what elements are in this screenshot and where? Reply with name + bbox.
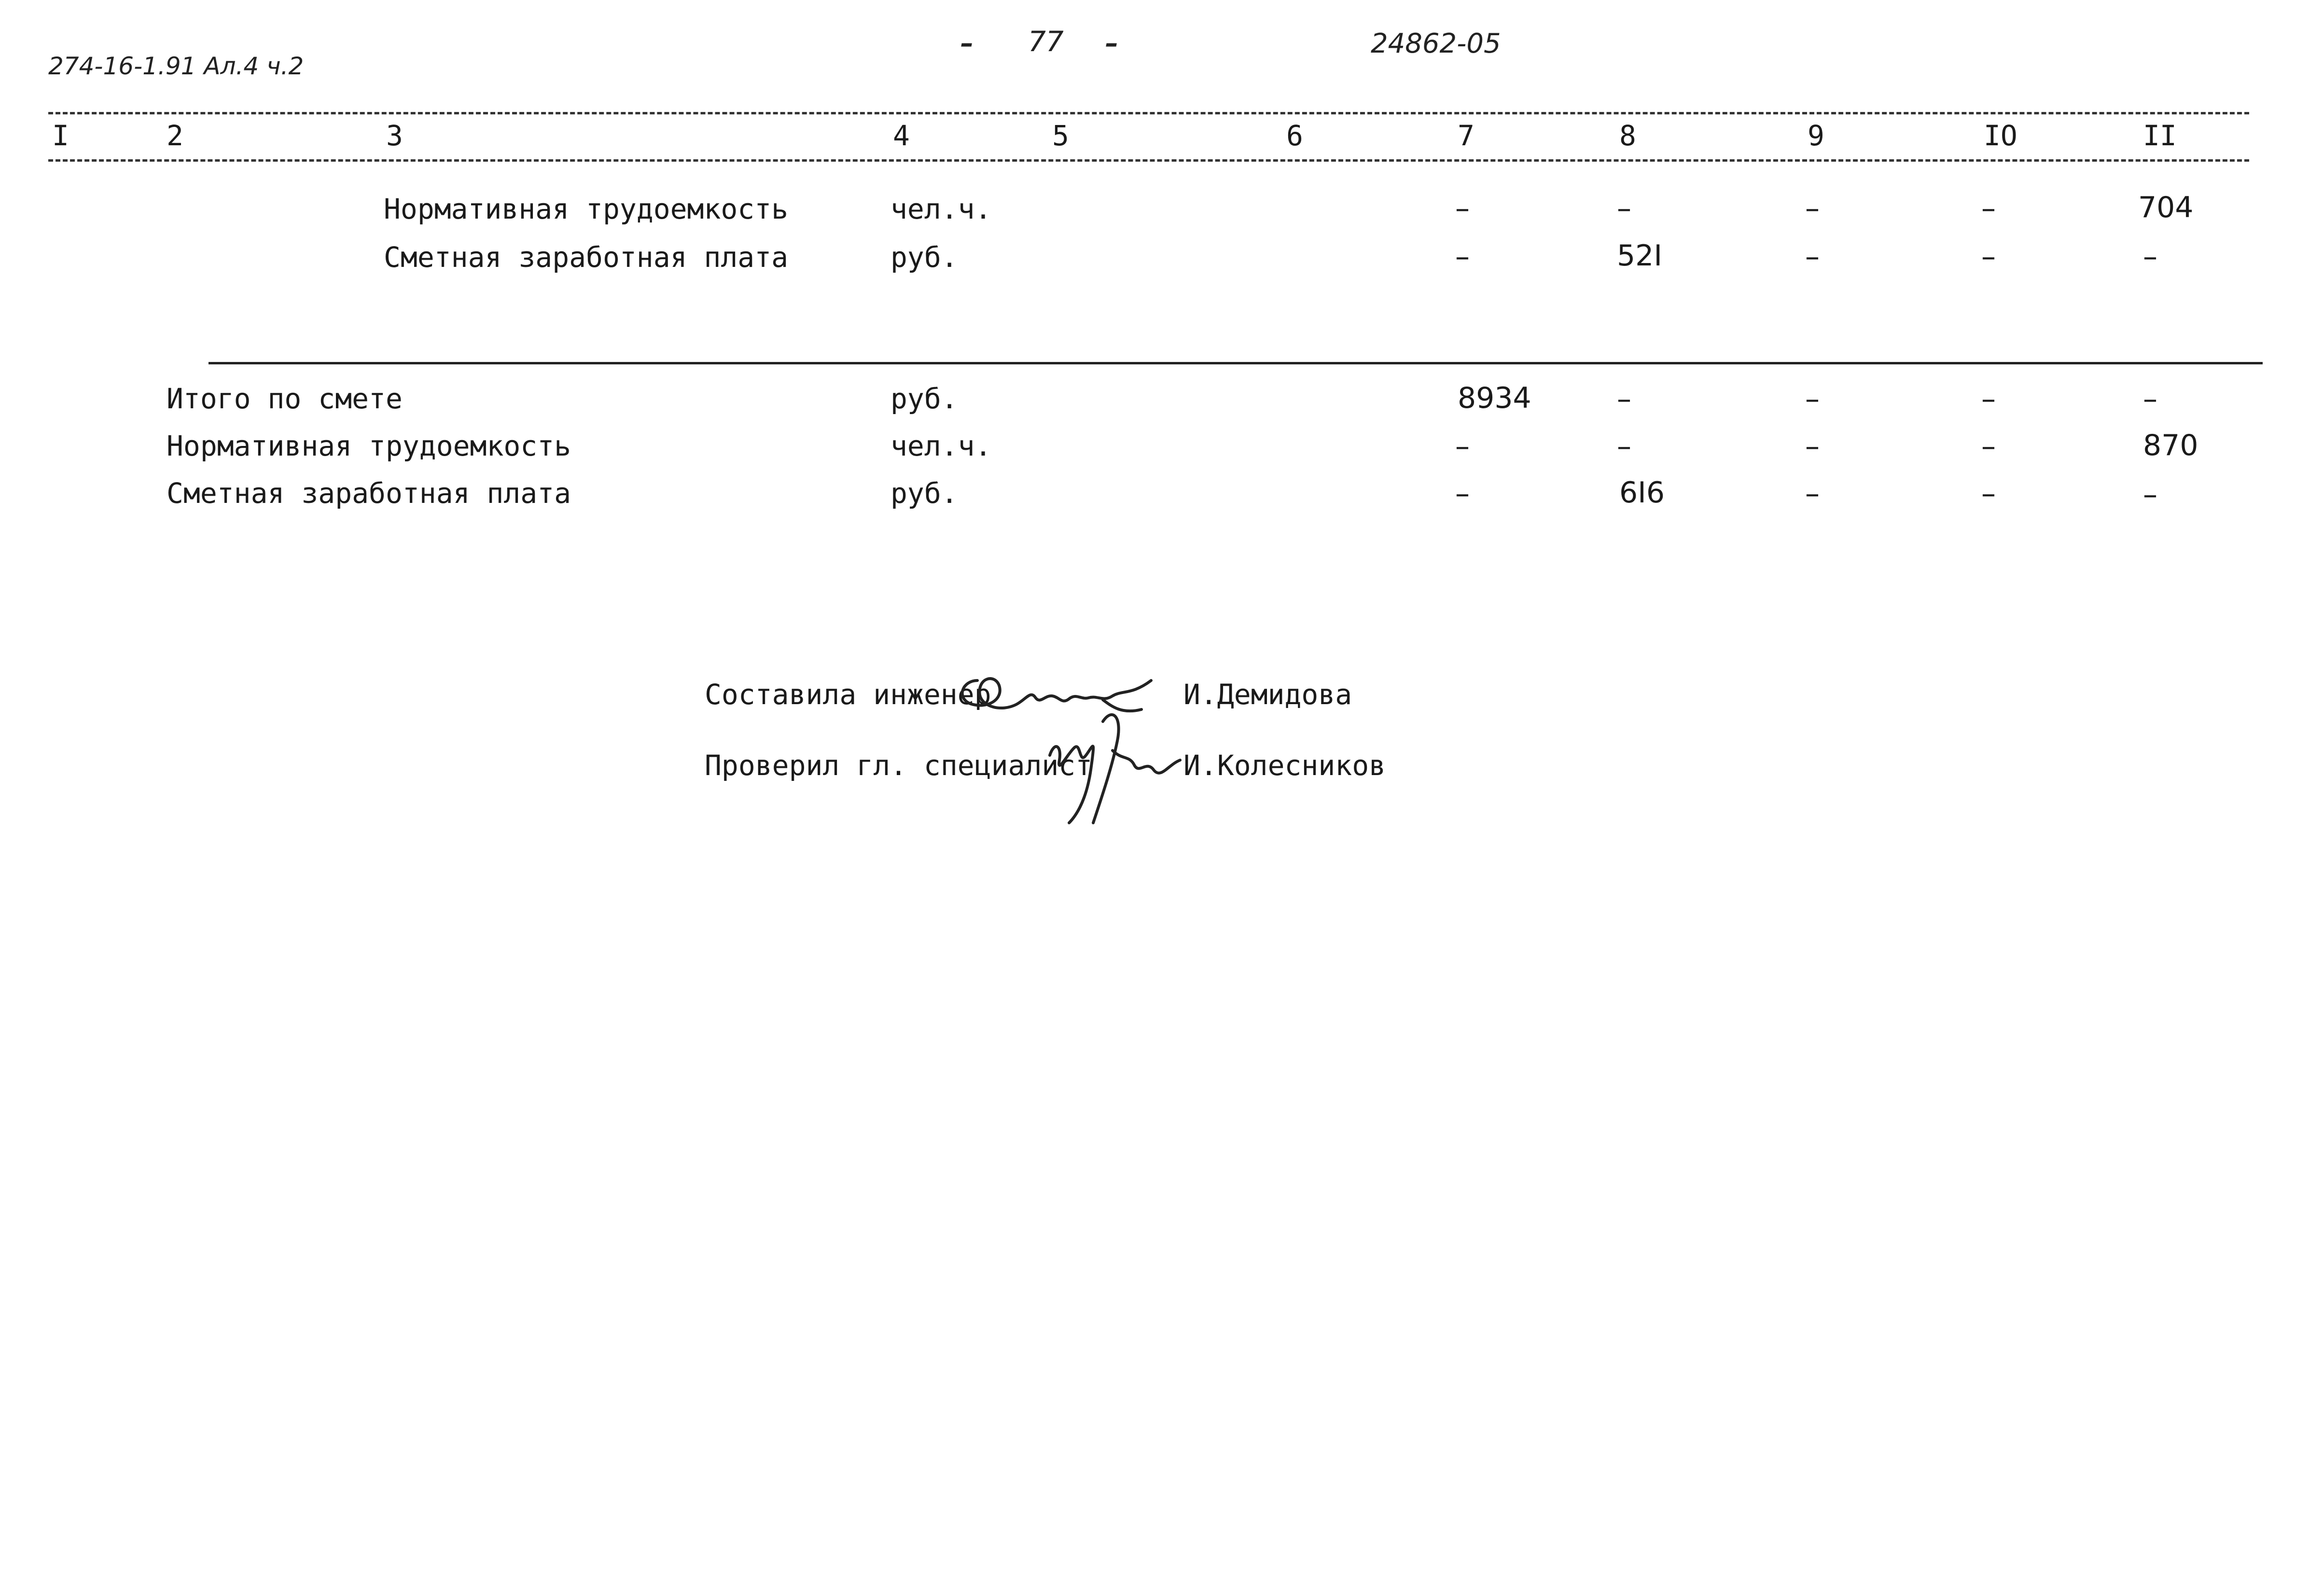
- row-col7: –: [1455, 477, 1470, 511]
- compiled-by-name: И.Демидова: [1183, 678, 1352, 711]
- column-header-7: 7: [1458, 119, 1474, 152]
- row-col10: –: [1981, 382, 1996, 416]
- row-col10: –: [1981, 477, 1996, 511]
- column-header-8: 8: [1619, 119, 1636, 152]
- totals-separator-rule: [209, 362, 2263, 364]
- row-col9: –: [1805, 192, 1820, 225]
- column-header-3: 3: [386, 119, 403, 152]
- row-col10: –: [1981, 192, 1996, 225]
- document-code: 24862-05: [1371, 28, 1501, 59]
- row-col9: –: [1805, 477, 1820, 511]
- column-header-10: IO: [1984, 119, 2017, 152]
- row-col8: 52I: [1617, 239, 1663, 273]
- row-col11: 704: [2138, 191, 2194, 224]
- row-unit: чел.ч.: [890, 193, 992, 225]
- column-header-6: 6: [1286, 119, 1303, 152]
- row-col8: –: [1617, 430, 1631, 463]
- column-header-4: 4: [893, 119, 910, 152]
- row-label: Сметная заработная плата: [167, 477, 571, 510]
- row-col8: –: [1617, 382, 1631, 416]
- column-header-11: II: [2143, 119, 2177, 152]
- column-header-2: 2: [167, 119, 183, 152]
- document-reference: 274-16-1.91 Ал.4 ч.2: [48, 52, 304, 80]
- row-col11: –: [2143, 478, 2157, 512]
- row-col9: –: [1805, 382, 1820, 416]
- row-col9: –: [1805, 240, 1820, 274]
- row-col9: –: [1805, 430, 1820, 463]
- row-col7: –: [1455, 240, 1470, 274]
- row-unit: руб.: [890, 382, 958, 415]
- row-col11: 870: [2143, 429, 2198, 462]
- compiled-by-label: Составила инженер: [705, 678, 991, 711]
- row-label: Нормативная трудоемкость: [384, 193, 789, 225]
- row-col11: –: [2143, 382, 2157, 416]
- row-col8: 6I6: [1619, 476, 1665, 510]
- header-top-dashed-rule: [48, 112, 2249, 114]
- row-col7: 8934: [1458, 381, 1531, 415]
- row-unit: чел.ч.: [890, 430, 992, 462]
- row-unit: руб.: [890, 477, 958, 510]
- row-col7: –: [1455, 430, 1470, 463]
- row-label: Итого по смете: [167, 382, 403, 415]
- row-unit: руб.: [890, 241, 958, 274]
- page-number-dash-right: –: [1105, 28, 1118, 58]
- row-col10: –: [1981, 430, 1996, 463]
- row-col11: –: [2143, 240, 2157, 274]
- checked-by-label: Проверил гл. специалист: [705, 749, 1093, 782]
- header-bottom-dashed-rule: [48, 159, 2249, 162]
- checked-by-name: И.Колесников: [1183, 749, 1386, 782]
- page-number-dash-left: –: [960, 28, 974, 58]
- row-col10: –: [1981, 240, 1996, 274]
- checked-signature-image: [1040, 697, 1185, 828]
- row-col8: –: [1617, 192, 1631, 225]
- column-header-5: 5: [1052, 119, 1069, 152]
- row-label: Сметная заработная плата: [384, 241, 789, 274]
- row-label: Нормативная трудоемкость: [167, 430, 571, 462]
- column-header-9: 9: [1808, 119, 1824, 152]
- column-header-1: I: [52, 119, 69, 152]
- row-col7: –: [1455, 192, 1470, 225]
- page-number: 77: [1028, 25, 1064, 58]
